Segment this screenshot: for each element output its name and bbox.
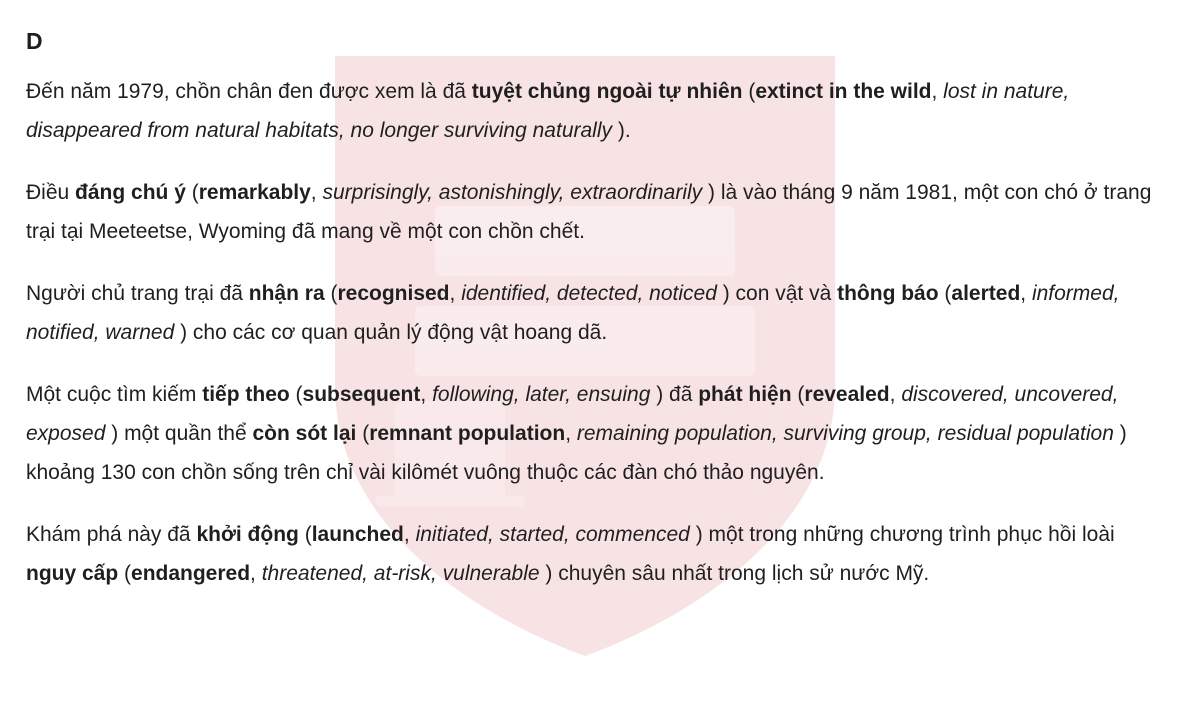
text-segment: , xyxy=(889,383,902,406)
text-segment: ( xyxy=(791,383,805,406)
italic-synonyms: identified, detected, noticed xyxy=(461,282,717,305)
text-segment: ) chuyên sâu nhất trong lịch sử nước Mỹ. xyxy=(539,562,930,585)
bold-term: extinct in the wild xyxy=(755,80,932,103)
bold-term: thông báo xyxy=(837,282,939,305)
text-segment: ( xyxy=(289,383,303,406)
bold-term: launched xyxy=(311,523,404,546)
paragraph xyxy=(26,515,1166,593)
italic-synonyms: informed, notified, warned xyxy=(26,282,1120,344)
text-segment: ( xyxy=(742,80,756,103)
text-segment: , xyxy=(310,181,323,204)
paragraph xyxy=(26,274,1166,352)
text-segment: ( xyxy=(185,181,199,204)
text-segment: Đến năm 1979, chồn chân đen được xem là đã xyxy=(26,80,472,103)
text-segment: , xyxy=(931,80,944,103)
text-segment: , xyxy=(420,383,433,406)
section-heading: D xyxy=(26,28,43,54)
text-segment: ( xyxy=(298,523,312,546)
text-segment: , xyxy=(565,422,577,445)
italic-synonyms: lost in nature, disappeared from natural habitats, no longer surviving naturally xyxy=(26,80,1070,142)
italic-synonyms: discovered, uncovered, exposed xyxy=(26,383,1119,445)
text-segment: , xyxy=(449,282,462,305)
text-segment: ) cho các cơ quan quản lý động vật hoang dã. xyxy=(174,321,608,344)
text-segment: Khám phá này đã xyxy=(26,523,197,546)
italic-synonyms: initiated, started, commenced xyxy=(415,523,690,546)
italic-synonyms: following, later, ensuing xyxy=(432,383,651,406)
bold-term: đáng chú ý xyxy=(75,181,186,204)
bold-term: remarkably xyxy=(198,181,311,204)
bold-term: nhận ra xyxy=(248,282,325,305)
bold-term: revealed xyxy=(804,383,890,406)
text-segment: Điều xyxy=(26,181,76,204)
text-segment: ). xyxy=(612,119,631,142)
text-segment: ) con vật và xyxy=(716,282,838,305)
bold-term: remnant population xyxy=(369,422,566,445)
text-segment: ( xyxy=(324,282,338,305)
bold-term: phát hiện xyxy=(698,383,792,406)
text-segment: Người chủ trang trại đã xyxy=(26,282,249,305)
text-segment: , xyxy=(1020,282,1032,305)
bold-term: còn sót lại xyxy=(252,422,357,445)
bold-term: alerted xyxy=(951,282,1021,305)
text-segment: , xyxy=(403,523,416,546)
paragraph xyxy=(26,72,1166,150)
text-segment: ) khoảng 130 con chồn sống trên chỉ vài kilômét vuông thuộc các đàn chó thảo nguyên. xyxy=(26,422,1127,484)
text-segment: Một cuộc tìm kiếm xyxy=(26,383,203,406)
bold-term: nguy cấp xyxy=(26,562,119,585)
italic-synonyms: remaining population, surviving group, residual population xyxy=(576,422,1114,445)
bold-term: subsequent xyxy=(302,383,421,406)
italic-synonyms: surprisingly, astonishingly, extraordinarily xyxy=(322,181,703,204)
text-segment: ) một quần thể xyxy=(105,422,253,445)
bold-term: endangered xyxy=(131,562,251,585)
paragraph xyxy=(26,375,1166,492)
text-segment: ) đã xyxy=(650,383,699,406)
bold-term: khởi động xyxy=(196,523,299,546)
bold-term: tiếp theo xyxy=(202,383,290,406)
paragraph xyxy=(26,173,1166,251)
text-segment: ) một trong những chương trình phục hồi loài xyxy=(689,523,1115,546)
text-segment: ) là vào tháng 9 năm 1981, một con chó ở trang trại tại Meeteetse, Wyoming đã mang về một con chồn chết. xyxy=(26,181,1152,243)
text-segment: ( xyxy=(938,282,952,305)
paragraph-list xyxy=(26,72,1166,593)
text-segment: , xyxy=(250,562,262,585)
bold-term: recognised xyxy=(337,282,450,305)
text-segment: ( xyxy=(118,562,132,585)
bold-term: tuyệt chủng ngoài tự nhiên xyxy=(471,80,743,103)
text-segment: ( xyxy=(356,422,370,445)
italic-synonyms: threatened, at-risk, vulnerable xyxy=(261,562,540,585)
